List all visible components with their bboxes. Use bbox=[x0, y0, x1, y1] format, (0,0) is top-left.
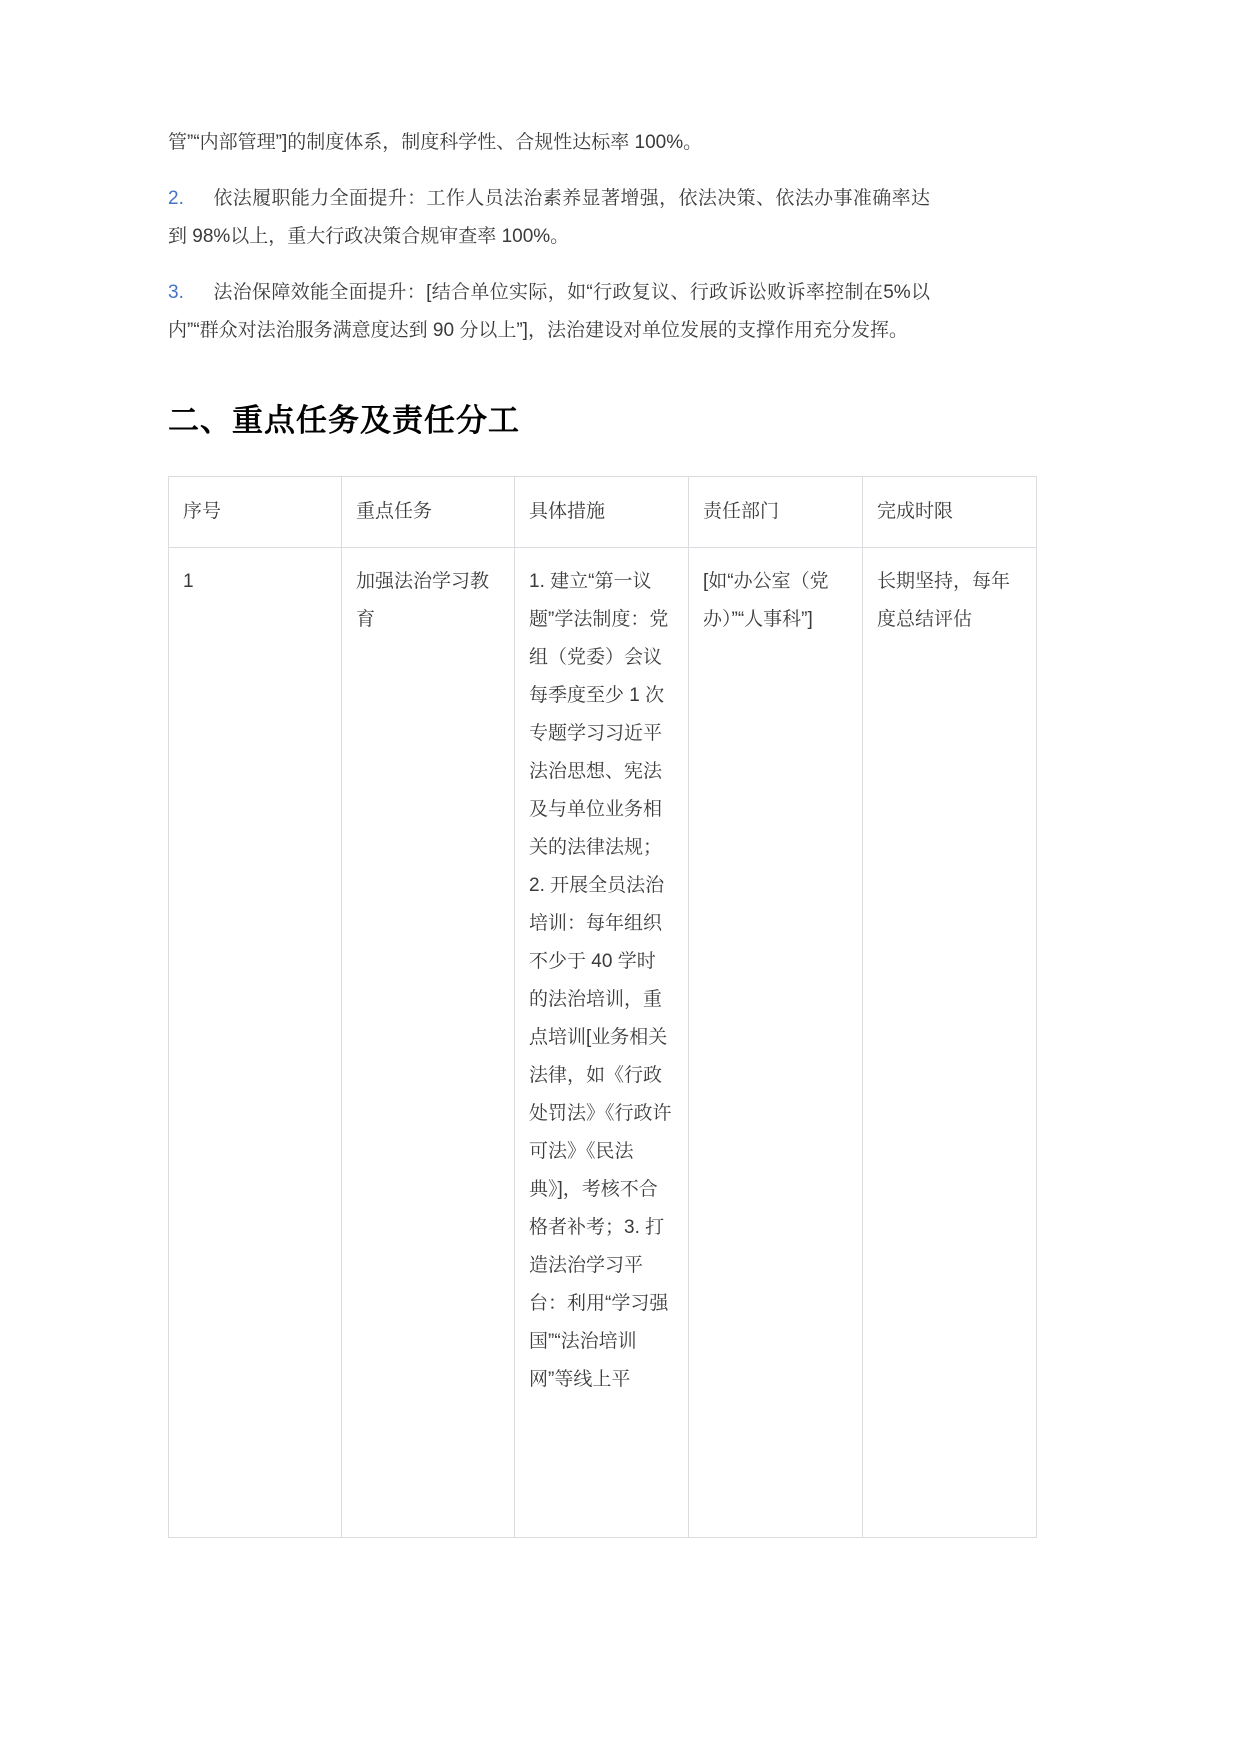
cell-deadline: 长期坚持，每年度总结评估 bbox=[863, 548, 1037, 1538]
paragraph-item1-continuation: 管”“内部管理”]的制度体系，制度科学性、合规性达标率 100%。 bbox=[168, 132, 703, 153]
document-body bbox=[168, 0, 1048, 1539]
col-header-department: 责任部门 bbox=[689, 477, 863, 548]
cell-task: 加强法治学习教育 bbox=[342, 548, 515, 1538]
tasks-table bbox=[168, 476, 1038, 1539]
cell-department: [如“办公室（党办）”“人事科”] bbox=[689, 548, 863, 1538]
list-item-2-text: 依法履职能力全面提升：工作人员法治素养显著增强，依法决策、依法办事准确率达到 98%以上，重大行政决策合规审查率 100%。 bbox=[168, 188, 930, 247]
list-item-3 bbox=[168, 274, 930, 350]
table-header-row bbox=[169, 477, 1037, 548]
list-number-2: 2. bbox=[168, 188, 184, 209]
table-row-1 bbox=[169, 548, 1037, 1538]
cell-measures-text: 1. 建立“第一议题”学法制度：党组（党委）会议每季度至少 1 次专题学习习近平法治思想、宪法及与单位业务相关的法律法规；2. 开展全员法治培训：每年组织不少于 40 学时的法治培训，重点培训[业务相关法律，如《行政处罚法》《行政许可法》《民法典》]，考核不合格者补考；3. 打造法治学习平台：利用“学习强国”“法治培训网”等线上平 bbox=[529, 571, 672, 1390]
col-header-deadline: 完成时限 bbox=[863, 477, 1037, 548]
cell-index: 1 bbox=[169, 548, 342, 1538]
list-item-3-text: 法治保障效能全面提升：[结合单位实际，如“行政复议、行政诉讼败诉率控制在5%以内”“群众对法治服务满意度达到 90 分以上”]，法治建设对单位发展的支撑作用充分发挥。 bbox=[168, 282, 930, 341]
list-item-2 bbox=[168, 180, 930, 256]
col-header-task: 重点任务 bbox=[342, 477, 515, 548]
list-number-3: 3. bbox=[168, 282, 184, 303]
col-header-index: 序号 bbox=[169, 477, 342, 548]
section-heading: 二、重点任务及责任分工 bbox=[168, 403, 520, 438]
col-header-measures: 具体措施 bbox=[515, 477, 689, 548]
cell-measures bbox=[515, 548, 689, 1538]
